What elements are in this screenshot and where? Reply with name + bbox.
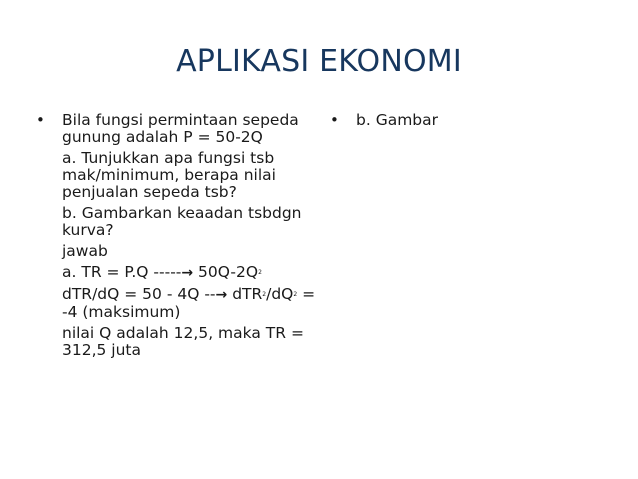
answer-tr-result: 50Q-2Q bbox=[193, 263, 259, 281]
question-paragraph: Bila fungsi permintaan sepeda gunung adalah P = 50-2Q bbox=[62, 111, 299, 146]
question-part-a: a. Tunjukkan apa fungsi tsb mak/minimum, berapa nilai penjualan sepeda tsb? bbox=[62, 149, 276, 201]
derivative-text: dTR/dQ = 50 - 4Q -- bbox=[62, 285, 216, 303]
second-derivative-denominator: /dQ bbox=[266, 285, 294, 303]
bullet-marker: • bbox=[330, 111, 339, 129]
right-content-column bbox=[330, 112, 610, 129]
exponent: 2 bbox=[293, 291, 298, 298]
slide-title: APLIKASI EKONOMI bbox=[176, 44, 462, 79]
right-bullet-row bbox=[330, 112, 610, 129]
left-bullet-row bbox=[36, 112, 316, 146]
answer-conclusion: nilai Q adalah 12,5, maka TR = 312,5 juta bbox=[62, 324, 304, 359]
second-derivative-result: = -4 (maksimum) bbox=[62, 285, 316, 321]
exponent: 2 bbox=[262, 291, 267, 298]
question-part-b: b. Gambarkan keaadan tsbdgn kurva? bbox=[62, 204, 302, 239]
figure-label: b. Gambar bbox=[356, 111, 439, 129]
answer-tr-text: a. TR = P.Q ----- bbox=[62, 263, 182, 281]
exponent: 2 bbox=[258, 269, 262, 276]
right-arrow-icon: → bbox=[215, 287, 228, 303]
right-arrow-icon: → bbox=[181, 265, 194, 281]
answer-derivative-line bbox=[36, 286, 316, 321]
second-derivative-text: dTR bbox=[227, 285, 263, 303]
left-content-column bbox=[36, 112, 316, 359]
answer-label: jawab bbox=[62, 242, 108, 260]
answer-tr-line bbox=[36, 264, 316, 282]
bullet-marker: • bbox=[36, 111, 45, 129]
